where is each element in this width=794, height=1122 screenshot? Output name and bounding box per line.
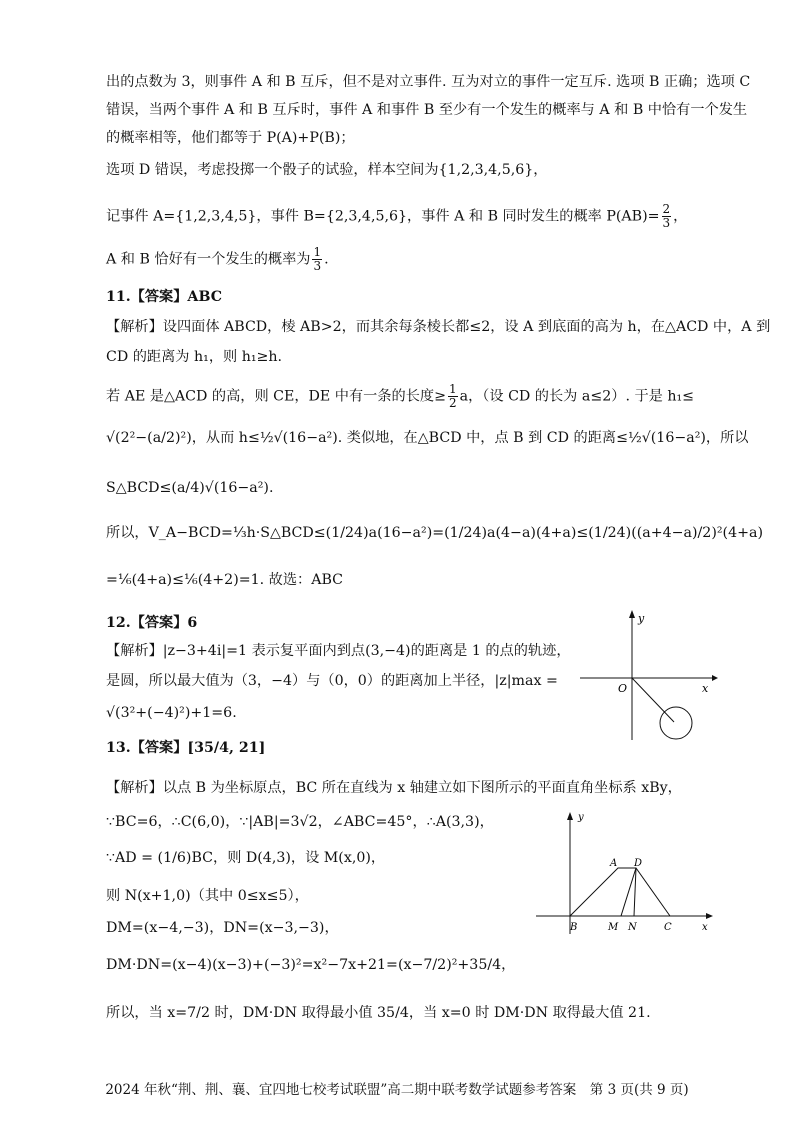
analysis-13-line-2: ∵BC=6，∴C(6,0)，∵|AB|=3√2，∠ABC=45°，∴A(3,3)， xyxy=(106,814,494,830)
analysis-12-line-1: 【解析】|z−3+4i|=1 表示复平面内到点(3,−4)的距离是 1 的点的轨迹， xyxy=(106,643,571,659)
fraction-1-3: $\frac{1}{3}$ xyxy=(313,245,322,273)
answer-11: 11.【答案】ABC xyxy=(106,289,222,305)
y-label: y xyxy=(638,612,645,625)
point-b-label: B xyxy=(570,922,578,933)
unit-circle xyxy=(660,707,692,739)
trapezoid-abdc xyxy=(570,868,670,916)
text-line-2: 错误，当两个事件 A 和 B 互斥时，事件 A 和事件 B 至少有一个发生的概率与 A 和 B 中恰有一个发生 xyxy=(106,102,748,118)
text-line-6: A 和 B 恰好有一个发生的概率为 $\frac{1}{3}$ . xyxy=(106,245,329,273)
analysis-13-line-7: 所以，当 x=7/2 时，DM·DN 取得最小值 35/4，当 x=0 时 DM·DN 取得最大值 21. xyxy=(106,1005,651,1021)
answer-12: 12.【答案】6 xyxy=(106,615,198,631)
y-label: y xyxy=(578,812,584,823)
ae-height-text: 若 AE 是△ACD 的高，则 CE，DE 中有一条的长度≥ xyxy=(106,388,446,405)
x-axis-arrow xyxy=(706,913,713,919)
complex-plane-figure xyxy=(572,606,722,746)
answer-13: 13.【答案】[35/4, 21] xyxy=(106,740,266,756)
origin-label: O xyxy=(618,682,628,695)
segment-dn xyxy=(634,868,636,916)
cd-length-text: a，（设 CD 的长为 a≤2）. 于是 h₁≤ xyxy=(459,388,695,405)
y-axis-arrow xyxy=(567,812,573,820)
fraction-1-2: $\frac{1}{2}$ xyxy=(449,382,457,410)
fraction-2-3: $\frac{2}{3}$ xyxy=(662,202,671,230)
analysis-13-line-3: ∵AD = (1/6)BC，则 D(4,3)，设 M(x,0)， xyxy=(106,850,386,866)
point-m-label: M xyxy=(608,922,619,933)
analysis-11-line-6: 所以，V_A−BCD=⅓h·S△BCD≤(1/24)a(16−a²)=(1/24)a(4−a)(4+a)≤(1/24)((a+4−a)/2)²(4+a) xyxy=(106,525,763,541)
analysis-11-line-1: 【解析】设四面体 ABCD，棱 AB>2，而其余每条棱长都≤2，设 A 到底面的高为 h，在△ACD 中，A 到 xyxy=(106,319,771,335)
analysis-13-line-6: DM·DN=(x−4)(x−3)+(−3)²=x²−7x+21=(x−7/2)²+35/4， xyxy=(106,957,516,973)
text-line-5: 记事件 A={1,2,3,4,5}，事件 B={2,3,4,5,6}，事件 A 和 B 同时发生的概率 P(AB)= $\frac{2}{3}$ ， xyxy=(106,202,688,230)
event-def-text: 记事件 A={1,2,3,4,5}，事件 B={2,3,4,5,6}，事件 A 和 B 同时发生的概率 P(AB)= xyxy=(106,208,660,225)
analysis-13-line-1: 【解析】以点 B 为坐标原点，BC 所在直线为 x 轴建立如下图所示的平面直角坐标系 xBy， xyxy=(106,780,682,796)
analysis-11-line-4: √(2²−(a/2)²)，从而 h≤½√(16−a²). 类似地，在△BCD 中，点 B 到 CD 的距离≤½√(16−a²)，所以 xyxy=(106,430,749,446)
distance-line xyxy=(632,678,674,722)
prob-text: A 和 B 恰好有一个发生的概率为 xyxy=(106,251,311,268)
x-label: x xyxy=(702,682,709,695)
point-c-label: C xyxy=(664,922,672,933)
analysis-12-line-3: √(3²+(−4)²)+1=6. xyxy=(106,705,237,721)
analysis-11-line-5: S△BCD≤(a/4)√(16−a²). xyxy=(106,480,274,496)
x-label: x xyxy=(702,922,708,933)
text-line-4: 选项 D 错误，考虑投掷一个骰子的试验，样本空间为{1,2,3,4,5,6}， xyxy=(106,162,548,178)
analysis-11-line-7: =⅙(4+a)≤⅙(4+2)=1. 故选：ABC xyxy=(106,572,344,588)
trapezoid-figure xyxy=(530,808,720,940)
y-axis-arrow xyxy=(629,610,635,618)
point-d-label: D xyxy=(634,858,643,869)
point-n-label: N xyxy=(628,922,637,933)
point-a-label: A xyxy=(610,858,618,869)
segment-dm xyxy=(621,868,636,916)
text-line-1: 出的点数为 3，则事件 A 和 B 互斥，但不是对立事件. 互为对立的事件一定互斥. 选项 B 正确；选项 C xyxy=(106,74,751,90)
analysis-13-line-5: DM=(x−4,−3)，DN=(x−3,−3)， xyxy=(106,920,339,936)
text-line-3: 的概率相等，他们都等于 P(A)+P(B)； xyxy=(106,130,355,146)
x-axis-arrow xyxy=(712,675,718,681)
page-footer: 2024 年秋“荆、荆、襄、宜四地七校考试联盟”高二期中联考数学试题参考答案 第 3 页(共 9 页) xyxy=(105,1082,689,1098)
analysis-11-line-3 xyxy=(106,383,694,410)
analysis-11-line-2: CD 的距离为 h₁，则 h₁≥h. xyxy=(106,349,283,365)
analysis-12-line-2: 是圆，所以最大值为（3，−4）与（0，0）的距离加上半径，|z|max = xyxy=(106,673,558,689)
analysis-13-line-4: 则 N(x+1,0)（其中 0≤x≤5）， xyxy=(106,888,309,904)
